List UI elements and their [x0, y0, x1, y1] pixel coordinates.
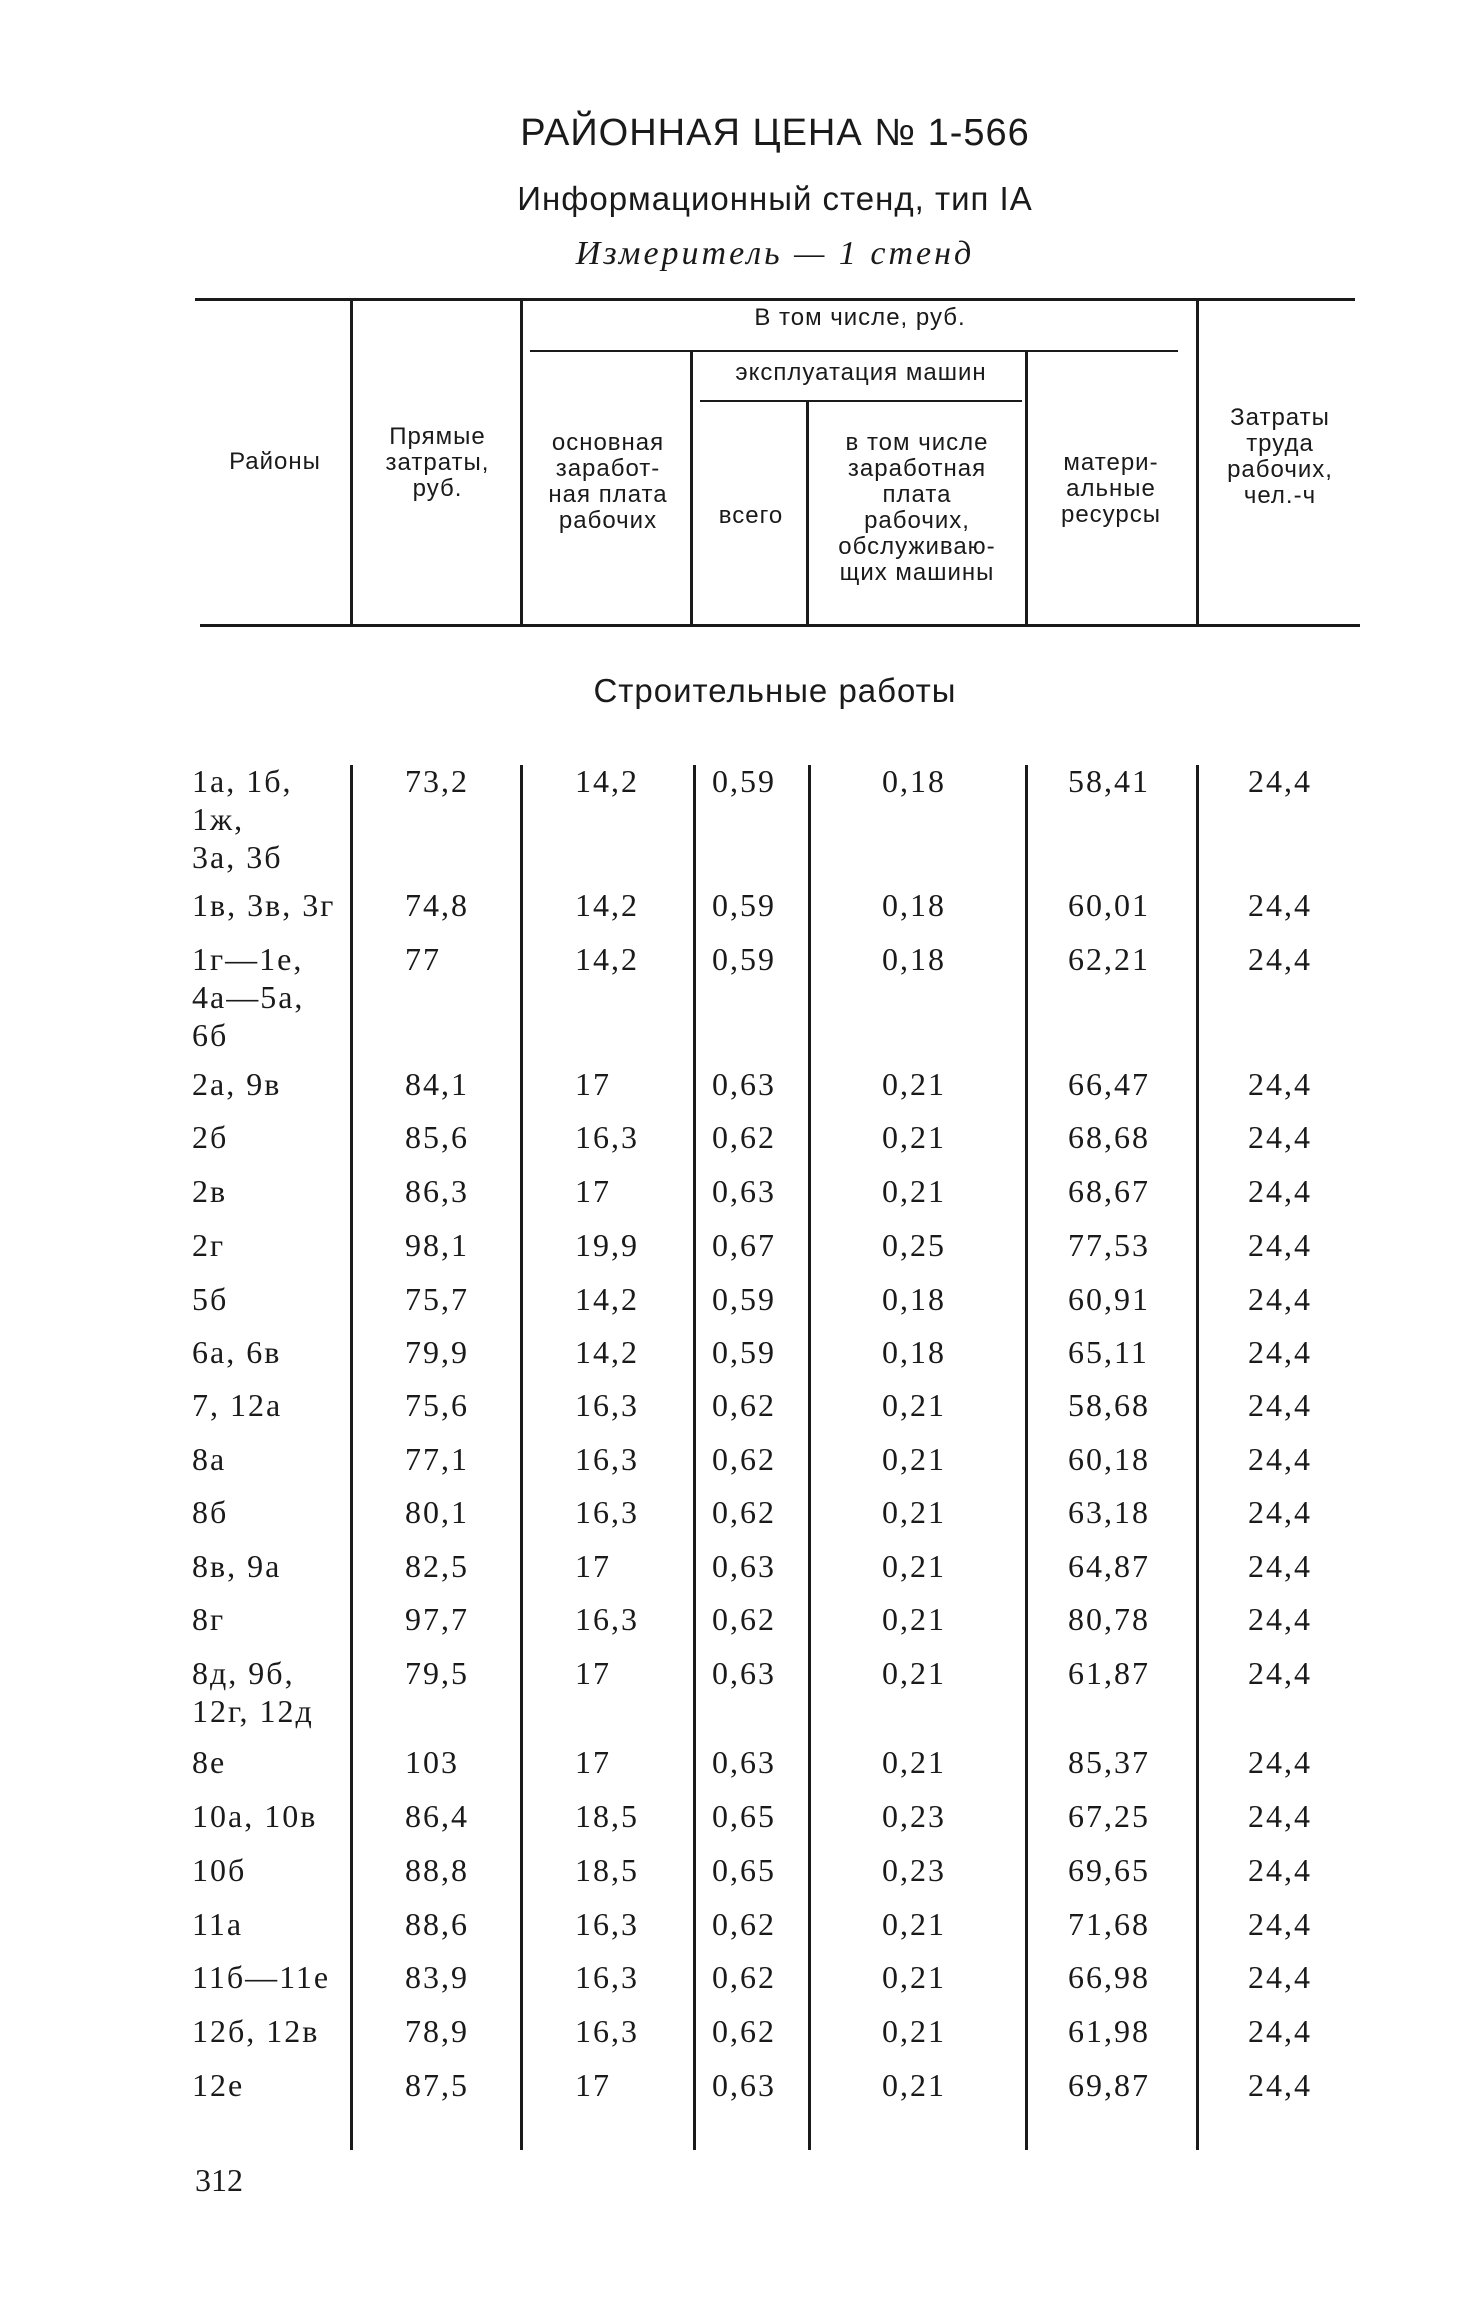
column-header-labor: Затраты труда рабочих, чел.-ч — [1227, 404, 1333, 509]
table-row — [0, 1118, 1471, 1170]
machines-salary-cell: 0,21 — [882, 1601, 946, 1637]
base-salary-cell: 17 — [575, 1548, 611, 1584]
direct-costs-cell: 79,9 — [405, 1334, 469, 1370]
machines-total-cell: 0,63 — [712, 1066, 776, 1102]
machines-salary-cell: 0,18 — [882, 941, 946, 977]
base-salary-cell: 16,3 — [575, 1441, 639, 1477]
group-machines-rule — [700, 400, 1022, 402]
page-subtitle: Информационный стенд, тип IA — [517, 180, 1033, 217]
materials-cell: 65,11 — [1068, 1334, 1149, 1370]
materials-cell: 66,98 — [1068, 1959, 1150, 1995]
machines-total-cell: 0,65 — [712, 1798, 776, 1834]
machines-total-cell: 0,62 — [712, 1959, 776, 1995]
table-row — [0, 1333, 1471, 1385]
direct-costs-cell: 103 — [405, 1744, 459, 1780]
region-cell: 6а, 6в — [192, 1334, 282, 1370]
table-header-bottom-rule — [200, 624, 1360, 627]
machines-total-cell: 0,63 — [712, 1655, 776, 1691]
materials-cell: 80,78 — [1068, 1601, 1150, 1637]
labor-cell: 24,4 — [1248, 1334, 1312, 1370]
machines-salary-cell: 0,21 — [882, 1441, 946, 1477]
header-divider — [1196, 300, 1199, 626]
materials-cell: 58,41 — [1068, 763, 1150, 799]
measure-unit: Измеритель — 1 стенд — [575, 235, 975, 272]
materials-cell: 69,87 — [1068, 2067, 1150, 2103]
materials-cell: 61,87 — [1068, 1655, 1150, 1691]
machines-total-cell: 0,62 — [712, 1441, 776, 1477]
direct-costs-cell: 87,5 — [405, 2067, 469, 2103]
direct-costs-cell: 73,2 — [405, 763, 469, 799]
direct-costs-cell: 86,3 — [405, 1173, 469, 1209]
region-cell: 2г — [192, 1227, 226, 1263]
machines-salary-cell: 0,18 — [882, 1334, 946, 1370]
base-salary-cell: 14,2 — [575, 1281, 639, 1317]
column-header-direct-costs: Прямые затраты, руб. — [385, 423, 490, 502]
table-row — [0, 762, 1471, 875]
region-cell: 1г—1е, 4а—5а, 6б — [192, 941, 305, 1053]
base-salary-cell: 17 — [575, 1173, 611, 1209]
machines-salary-cell: 0,21 — [882, 2013, 946, 2049]
machines-total-cell: 0,62 — [712, 1601, 776, 1637]
region-cell: 5б — [192, 1281, 229, 1317]
materials-cell: 60,18 — [1068, 1441, 1150, 1477]
direct-costs-cell: 85,6 — [405, 1119, 469, 1155]
materials-cell: 66,47 — [1068, 1066, 1150, 1102]
direct-costs-cell: 77,1 — [405, 1441, 469, 1477]
machines-salary-cell: 0,18 — [882, 887, 946, 923]
region-cell: 10а, 10в — [192, 1798, 318, 1834]
column-header-regions: Районы — [229, 448, 321, 475]
direct-costs-cell: 82,5 — [405, 1548, 469, 1584]
region-cell: 8г — [192, 1601, 226, 1637]
direct-costs-cell: 77 — [405, 941, 441, 977]
materials-cell: 68,68 — [1068, 1119, 1150, 1155]
labor-cell: 24,4 — [1248, 1655, 1312, 1691]
labor-cell: 24,4 — [1248, 1798, 1312, 1834]
header-divider — [806, 402, 809, 626]
page-number: 312 — [195, 2162, 243, 2198]
table-row — [0, 1493, 1471, 1545]
base-salary-cell: 16,3 — [575, 1601, 639, 1637]
machines-salary-cell: 0,23 — [882, 1852, 946, 1888]
direct-costs-cell: 75,7 — [405, 1281, 469, 1317]
region-cell: 2а, 9в — [192, 1066, 282, 1102]
region-cell: 12б, 12в — [192, 2013, 320, 2049]
machines-salary-cell: 0,21 — [882, 1387, 946, 1423]
table-row — [0, 1226, 1471, 1278]
machines-salary-cell: 0,18 — [882, 763, 946, 799]
region-cell: 11а — [192, 1906, 244, 1942]
region-cell: 10б — [192, 1852, 247, 1888]
page-title: РАЙОННАЯ ЦЕНА № 1-566 — [520, 112, 1030, 154]
materials-cell: 69,65 — [1068, 1852, 1150, 1888]
column-header-materials: матери- альные ресурсы — [1060, 449, 1162, 528]
materials-cell: 60,91 — [1068, 1281, 1150, 1317]
group-including-rule — [530, 350, 1178, 352]
direct-costs-cell: 97,7 — [405, 1601, 469, 1637]
machines-salary-cell: 0,21 — [882, 1744, 946, 1780]
labor-cell: 24,4 — [1248, 2013, 1312, 2049]
materials-cell: 64,87 — [1068, 1548, 1150, 1584]
labor-cell: 24,4 — [1248, 1281, 1312, 1317]
header-divider — [1025, 352, 1028, 626]
table-row — [0, 2012, 1471, 2064]
machines-total-cell: 0,62 — [712, 1119, 776, 1155]
section-title: Строительные работы — [593, 672, 957, 709]
materials-cell: 71,68 — [1068, 1906, 1150, 1942]
labor-cell: 24,4 — [1248, 763, 1312, 799]
base-salary-cell: 17 — [575, 1744, 611, 1780]
region-cell: 12е — [192, 2067, 245, 2103]
base-salary-cell: 16,3 — [575, 1494, 639, 1530]
table-row — [0, 1958, 1471, 2010]
materials-cell: 58,68 — [1068, 1387, 1150, 1423]
header-divider — [520, 300, 523, 626]
direct-costs-cell: 88,6 — [405, 1906, 469, 1942]
machines-total-cell: 0,67 — [712, 1227, 776, 1263]
table-row — [0, 1172, 1471, 1224]
table-row — [0, 1654, 1471, 1729]
direct-costs-cell: 84,1 — [405, 1066, 469, 1102]
region-cell: 7, 12а — [192, 1387, 283, 1423]
machines-total-cell: 0,63 — [712, 2067, 776, 2103]
direct-costs-cell: 80,1 — [405, 1494, 469, 1530]
base-salary-cell: 14,2 — [575, 763, 639, 799]
direct-costs-cell: 74,8 — [405, 887, 469, 923]
labor-cell: 24,4 — [1248, 1852, 1312, 1888]
table-row — [0, 886, 1471, 938]
machines-salary-cell: 0,21 — [882, 2067, 946, 2103]
machines-salary-cell: 0,21 — [882, 1173, 946, 1209]
machines-salary-cell: 0,21 — [882, 1119, 946, 1155]
base-salary-cell: 16,3 — [575, 1119, 639, 1155]
direct-costs-cell: 83,9 — [405, 1959, 469, 1995]
labor-cell: 24,4 — [1248, 1387, 1312, 1423]
labor-cell: 24,4 — [1248, 1601, 1312, 1637]
direct-costs-cell: 78,9 — [405, 2013, 469, 2049]
labor-cell: 24,4 — [1248, 1906, 1312, 1942]
labor-cell: 24,4 — [1248, 1119, 1312, 1155]
materials-cell: 62,21 — [1068, 941, 1150, 977]
base-salary-cell: 16,3 — [575, 1906, 639, 1942]
group-header-machines: эксплуатация машин — [735, 359, 987, 386]
machines-total-cell: 0,59 — [712, 763, 776, 799]
region-cell: 1в, 3в, 3г — [192, 887, 336, 923]
table-row — [0, 1851, 1471, 1903]
machines-salary-cell: 0,23 — [882, 1798, 946, 1834]
column-header-machines-salary: в том числе заработная плата рабочих, обслуживаю- щих машины — [838, 429, 996, 586]
labor-cell: 24,4 — [1248, 1441, 1312, 1477]
region-cell: 8д, 9б, 12г, 12д — [192, 1655, 314, 1729]
table-row — [0, 1600, 1471, 1652]
machines-salary-cell: 0,21 — [882, 1548, 946, 1584]
machines-total-cell: 0,59 — [712, 1334, 776, 1370]
direct-costs-cell: 75,6 — [405, 1387, 469, 1423]
region-cell: 1а, 1б, 1ж, 3а, 3б — [192, 763, 293, 875]
region-cell: 2в — [192, 1173, 228, 1209]
materials-cell: 68,67 — [1068, 1173, 1150, 1209]
base-salary-cell: 14,2 — [575, 941, 639, 977]
machines-total-cell: 0,63 — [712, 1173, 776, 1209]
base-salary-cell: 18,5 — [575, 1798, 639, 1834]
machines-total-cell: 0,59 — [712, 887, 776, 923]
base-salary-cell: 16,3 — [575, 2013, 639, 2049]
materials-cell: 60,01 — [1068, 887, 1150, 923]
base-salary-cell: 18,5 — [575, 1852, 639, 1888]
machines-total-cell: 0,63 — [712, 1548, 776, 1584]
materials-cell: 85,37 — [1068, 1744, 1150, 1780]
table-row — [0, 1280, 1471, 1332]
base-salary-cell: 17 — [575, 1066, 611, 1102]
labor-cell: 24,4 — [1248, 1548, 1312, 1584]
direct-costs-cell: 86,4 — [405, 1798, 469, 1834]
region-cell: 8б — [192, 1494, 229, 1530]
base-salary-cell: 14,2 — [575, 887, 639, 923]
base-salary-cell: 16,3 — [575, 1387, 639, 1423]
machines-salary-cell: 0,18 — [882, 1281, 946, 1317]
labor-cell: 24,4 — [1248, 887, 1312, 923]
machines-total-cell: 0,62 — [712, 2013, 776, 2049]
labor-cell: 24,4 — [1248, 941, 1312, 977]
labor-cell: 24,4 — [1248, 1066, 1312, 1102]
machines-total-cell: 0,63 — [712, 1744, 776, 1780]
header-divider — [350, 300, 353, 626]
table-row — [0, 940, 1471, 1053]
machines-salary-cell: 0,21 — [882, 1655, 946, 1691]
materials-cell: 63,18 — [1068, 1494, 1150, 1530]
table-row — [0, 1743, 1471, 1795]
table-top-rule — [195, 298, 1355, 301]
machines-salary-cell: 0,21 — [882, 1066, 946, 1102]
base-salary-cell: 19,9 — [575, 1227, 639, 1263]
machines-total-cell: 0,65 — [712, 1852, 776, 1888]
machines-total-cell: 0,62 — [712, 1387, 776, 1423]
labor-cell: 24,4 — [1248, 1744, 1312, 1780]
column-header-machines-total: всего — [718, 502, 784, 529]
machines-salary-cell: 0,21 — [882, 1959, 946, 1995]
labor-cell: 24,4 — [1248, 2067, 1312, 2103]
table-row — [0, 1797, 1471, 1849]
table-row — [0, 1440, 1471, 1492]
direct-costs-cell: 98,1 — [405, 1227, 469, 1263]
table-row — [0, 1065, 1471, 1117]
table-row — [0, 1386, 1471, 1438]
header-divider — [690, 352, 693, 626]
direct-costs-cell: 79,5 — [405, 1655, 469, 1691]
table-row — [0, 1905, 1471, 1957]
machines-total-cell: 0,62 — [712, 1906, 776, 1942]
region-cell: 11б—11е — [192, 1959, 331, 1995]
machines-total-cell: 0,59 — [712, 941, 776, 977]
base-salary-cell: 16,3 — [575, 1959, 639, 1995]
base-salary-cell: 17 — [575, 1655, 611, 1691]
region-cell: 8е — [192, 1744, 227, 1780]
materials-cell: 67,25 — [1068, 1798, 1150, 1834]
direct-costs-cell: 88,8 — [405, 1852, 469, 1888]
group-header-including: В том числе, руб. — [754, 304, 966, 331]
labor-cell: 24,4 — [1248, 1173, 1312, 1209]
machines-salary-cell: 0,25 — [882, 1227, 946, 1263]
materials-cell: 77,53 — [1068, 1227, 1150, 1263]
base-salary-cell: 17 — [575, 2067, 611, 2103]
machines-salary-cell: 0,21 — [882, 1494, 946, 1530]
table-row — [0, 2066, 1471, 2118]
region-cell: 8а — [192, 1441, 227, 1477]
machines-total-cell: 0,59 — [712, 1281, 776, 1317]
labor-cell: 24,4 — [1248, 1959, 1312, 1995]
region-cell: 2б — [192, 1119, 229, 1155]
materials-cell: 61,98 — [1068, 2013, 1150, 2049]
region-cell: 8в, 9а — [192, 1548, 282, 1584]
base-salary-cell: 14,2 — [575, 1334, 639, 1370]
machines-total-cell: 0,62 — [712, 1494, 776, 1530]
machines-salary-cell: 0,21 — [882, 1906, 946, 1942]
labor-cell: 24,4 — [1248, 1494, 1312, 1530]
table-row — [0, 1547, 1471, 1599]
column-header-base-salary: основная заработ- ная плата рабочих — [548, 429, 668, 534]
labor-cell: 24,4 — [1248, 1227, 1312, 1263]
